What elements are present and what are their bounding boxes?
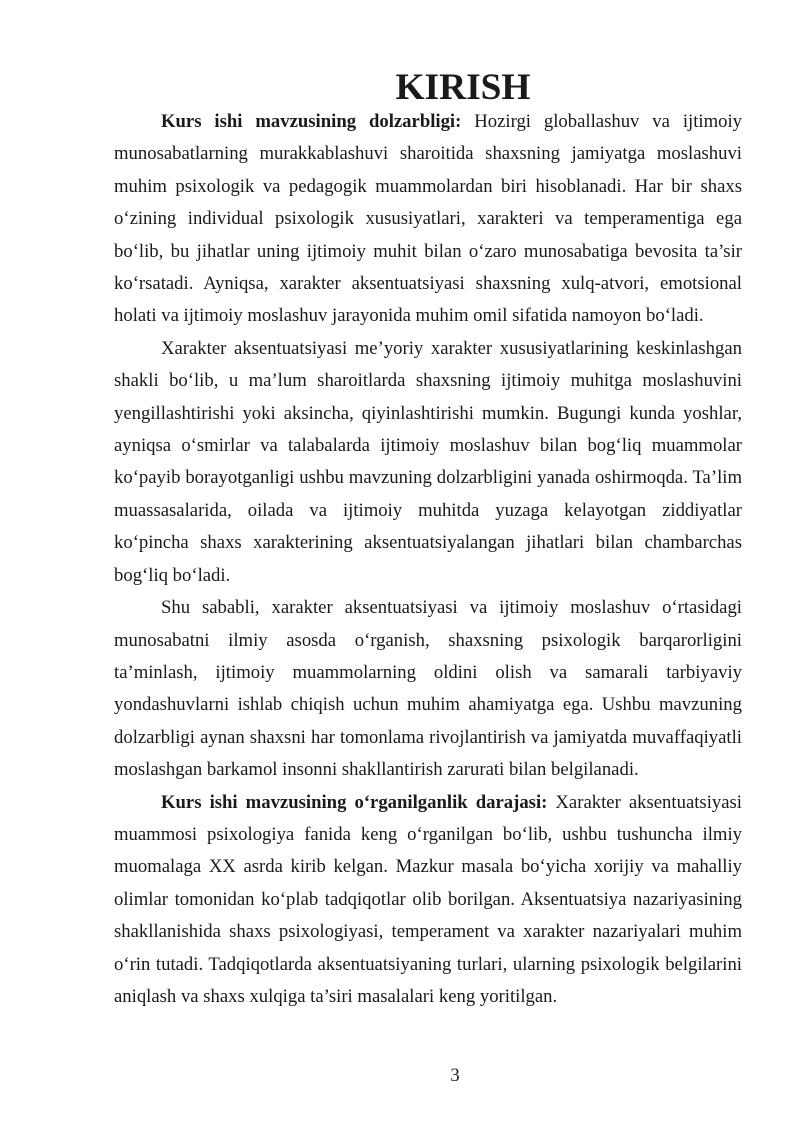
section-heading: KIRISH [395, 67, 531, 108]
page-number: 3 [450, 1065, 460, 1086]
paragraph-lead: Kurs ishi mavzusining o‘rganilganlik darajasi: [161, 791, 548, 813]
page-body [114, 67, 742, 1013]
paragraph-text: Xarakter aksentuatsiyasi me’yoriy xarakter xususiyatlarining keskinlashgan shakli bo‘lib, u ma’lum sharoitlarda shaxsning ijtimoiy muhitga moslashuvini yengillashtirishi yoki aksincha, qiyinlashtirishi mumkin. Bugungi kunda yoshlar, ayniqsa o‘smirlar va talabalarda ijtimoiy moslashuv bilan bog‘liq muammolar ko‘payib borayotganligi ushbu mavzuning dolzarbligini yanada oshirmoqda. Ta’lim muassasalarida, oilada va ijtimoiy muhitda yuzaga kelayotgan ziddiyatlar ko‘pincha shaxs xarakterining aksentuatsiyalangan jihatlari bilan chambarchas bog‘liq bo‘ladi. [114, 337, 742, 586]
paragraph-accentuation [114, 333, 742, 592]
paragraph-research-level [114, 787, 742, 1014]
paragraph-relevance [114, 106, 742, 333]
paragraph-text: Hozirgi globallashuv va ijtimoiy munosabatlarning murakkablashuvi sharoitida shaxsning jamiyatga moslashuvi muhim psixologik va pedagogik muammolardan biri hisoblanadi. Har bir shaxs o‘zining individual psixologik xususiyatlari, xarakteri va temperamentiga ega bo‘lib, bu jihatlar uning ijtimoiy muhit bilan o‘zaro munosabatiga bevosita ta’sir ko‘rsatadi. Ayniqsa, xarakter aksentuatsiyasi shaxsning xulq-atvori, emotsional holati va ijtimoiy moslashuv jarayonida muhim omil sifatida namoyon bo‘ladi. [114, 111, 742, 327]
paragraph-text: Xarakter aksentuatsiyasi muammosi psixologiya fanida keng o‘rganilgan bo‘lib, ushbu tushuncha ilmiy muomalaga XX asrda kirib kelgan. Mazkur masala bo‘yicha xorijiy va mahalliy olimlar tomonidan ko‘plab tadqiqotlar olib borilgan. Aksentuatsiya nazariyasining shakllanishida shaxs psixologiyasi, temperament va xarakter nazariyalari muhim o‘rin tutadi. Tadqiqotlarda aksentuatsiyaning turlari, ularning psixologik belgilarini aniqlash va shaxs xulqiga ta’siri masalalari keng yoritilgan. [114, 791, 742, 1007]
paragraph-reasoning [114, 592, 742, 786]
paragraph-lead: Kurs ishi mavzusining dolzarbligi: [161, 111, 462, 132]
paragraph-text: Shu sababli, xarakter aksentuatsiyasi va ijtimoiy moslashuv o‘rtasidagi munosabatni ilmiy asosda o‘rganish, shaxsning psixologik barqarorligini ta’minlash, ijtimoiy muammolarning oldini olish va samarali tarbiyaviy yondashuvlarni ishlab chiqish uchun muhim ahamiyatga ega. Ushbu mavzuning dolzarbligi aynan shaxsni har tomonlama rivojlantirish va jamiyatda muvaffaqiyatli moslashgan barkamol insonni shakllantirish zarurati bilan belgilanadi. [114, 597, 742, 781]
